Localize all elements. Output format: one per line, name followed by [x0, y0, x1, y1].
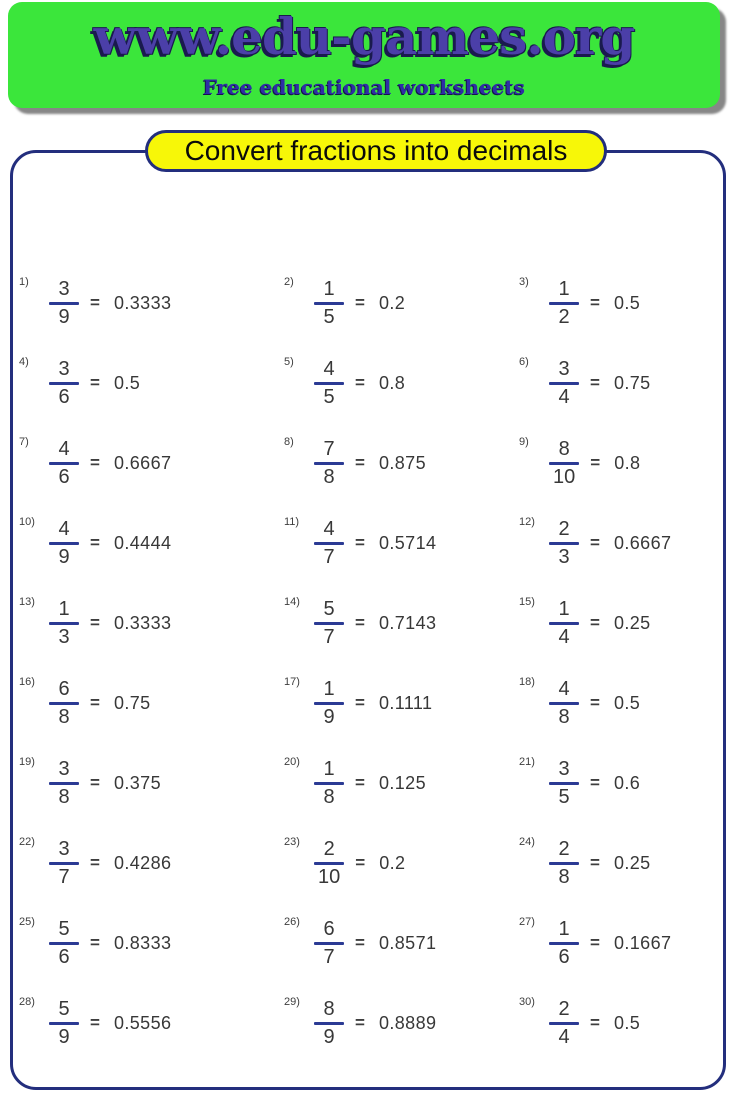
fraction-bar — [49, 1022, 79, 1025]
fraction-numerator: 4 — [323, 357, 335, 380]
problem-number: 24) — [519, 836, 535, 848]
fraction-numerator: 7 — [323, 437, 335, 460]
decimal-answer: 0.875 — [378, 452, 426, 473]
decimal-answer: 0.25 — [613, 852, 651, 873]
fraction — [49, 358, 79, 409]
fraction-numerator: 2 — [323, 837, 335, 860]
equals-sign: = — [90, 1013, 100, 1032]
fraction-denominator: 9 — [58, 1025, 70, 1048]
problem-item — [278, 423, 513, 503]
problem-number: 25) — [19, 916, 35, 928]
fraction-denominator: 9 — [58, 305, 70, 328]
fraction-bar — [314, 302, 344, 305]
problem-item — [278, 503, 513, 583]
fraction-denominator: 2 — [558, 305, 570, 328]
equals-sign: = — [590, 533, 600, 552]
fraction-bar — [549, 782, 579, 785]
problem-item — [278, 583, 513, 663]
problem-number: 11) — [284, 516, 300, 528]
fraction-bar — [549, 542, 579, 545]
problem-number: 16) — [19, 676, 35, 688]
fraction-denominator: 8 — [323, 785, 335, 808]
fraction — [549, 838, 579, 889]
problem-number: 23) — [284, 836, 300, 848]
decimal-answer: 0.3333 — [113, 612, 172, 633]
worksheet-title-banner — [145, 130, 607, 172]
fraction-bar — [49, 782, 79, 785]
fraction-denominator: 5 — [558, 785, 570, 808]
equals-sign: = — [90, 533, 100, 552]
fraction-bar — [314, 462, 344, 465]
problem-item — [513, 583, 723, 663]
problem-number: 30) — [519, 996, 535, 1008]
fraction-bar — [314, 862, 344, 865]
fraction-bar — [549, 302, 579, 305]
decimal-answer: 0.2 — [378, 292, 406, 313]
fraction-numerator: 5 — [58, 997, 70, 1020]
fraction-numerator: 8 — [323, 997, 335, 1020]
equals-sign: = — [590, 933, 600, 952]
decimal-answer: 0.5556 — [113, 1012, 172, 1033]
decimal-answer: 0.8 — [614, 452, 641, 473]
problem-number: 18) — [519, 676, 535, 688]
decimal-answer: 0.4286 — [113, 852, 172, 873]
equals-sign: = — [90, 613, 100, 632]
problem-item — [513, 263, 723, 343]
equals-sign: = — [590, 373, 600, 392]
problem-item — [278, 263, 513, 343]
fraction-bar — [314, 782, 344, 785]
fraction-numerator: 3 — [558, 357, 570, 380]
problem-number: 6) — [519, 356, 529, 368]
fraction-denominator: 9 — [323, 1025, 335, 1048]
fraction-bar — [49, 382, 79, 385]
problem-item — [513, 423, 723, 503]
fraction-denominator: 3 — [58, 625, 70, 648]
decimal-answer: 0.375 — [113, 772, 161, 793]
problem-item — [13, 903, 278, 983]
fraction-numerator: 1 — [323, 677, 335, 700]
fraction-bar — [549, 702, 579, 705]
decimal-answer: 0.5 — [113, 372, 141, 393]
problem-number: 19) — [19, 756, 35, 768]
fraction — [49, 918, 79, 969]
decimal-answer: 0.5 — [613, 292, 641, 313]
fraction — [49, 678, 79, 729]
decimal-answer: 0.3333 — [113, 292, 172, 313]
equals-sign: = — [355, 453, 365, 472]
equals-sign: = — [355, 373, 365, 392]
fraction — [314, 998, 344, 1049]
equals-sign: = — [590, 613, 600, 632]
fraction — [49, 598, 79, 649]
equals-sign: = — [355, 1013, 365, 1032]
fraction-numerator: 6 — [58, 677, 70, 700]
equals-sign: = — [355, 693, 365, 712]
fraction-denominator: 4 — [558, 1025, 570, 1048]
equals-sign: = — [355, 773, 365, 792]
site-header — [8, 2, 720, 108]
fraction-bar — [49, 862, 79, 865]
problem-number: 17) — [284, 676, 300, 688]
fraction-denominator: 9 — [58, 545, 70, 568]
problem-item — [13, 423, 278, 503]
equals-sign: = — [90, 453, 100, 472]
problem-number: 21) — [519, 756, 535, 768]
fraction-denominator: 3 — [558, 545, 570, 568]
equals-sign: = — [590, 293, 600, 312]
fraction-bar — [314, 542, 344, 545]
problem-item — [513, 983, 723, 1063]
decimal-answer: 0.25 — [613, 612, 651, 633]
equals-sign: = — [590, 453, 601, 472]
fraction-numerator: 1 — [558, 917, 570, 940]
fraction-denominator: 8 — [558, 865, 570, 888]
decimal-answer: 0.2 — [379, 852, 406, 873]
equals-sign: = — [90, 933, 100, 952]
problem-number: 22) — [19, 836, 35, 848]
fraction — [314, 358, 344, 409]
problem-item — [13, 503, 278, 583]
fraction-denominator: 10 — [553, 465, 576, 488]
fraction-denominator: 4 — [558, 385, 570, 408]
fraction-bar — [314, 382, 344, 385]
fraction-bar — [314, 622, 344, 625]
problem-item — [278, 903, 513, 983]
fraction — [314, 438, 344, 489]
problem-item — [278, 663, 513, 743]
fraction — [314, 838, 344, 889]
fraction-bar — [549, 622, 579, 625]
problem-number: 10) — [19, 516, 35, 528]
problem-item — [13, 823, 278, 903]
fraction — [314, 678, 344, 729]
fraction — [549, 758, 579, 809]
equals-sign: = — [590, 1013, 600, 1032]
equals-sign: = — [355, 533, 365, 552]
decimal-answer: 0.8 — [378, 372, 406, 393]
worksheet-body — [10, 150, 726, 1090]
decimal-answer: 0.7143 — [378, 612, 437, 633]
fraction-numerator: 4 — [558, 677, 570, 700]
problem-item — [13, 743, 278, 823]
fraction-numerator: 3 — [58, 757, 70, 780]
equals-sign: = — [90, 853, 100, 872]
problem-item — [13, 663, 278, 743]
fraction — [549, 438, 579, 489]
problem-item — [278, 983, 513, 1063]
problem-number: 3) — [519, 276, 529, 288]
fraction-denominator: 8 — [323, 465, 335, 488]
fraction-numerator: 4 — [323, 517, 335, 540]
fraction-numerator: 1 — [58, 597, 70, 620]
fraction — [314, 518, 344, 569]
decimal-answer: 0.5 — [613, 692, 641, 713]
fraction-denominator: 8 — [58, 785, 70, 808]
problem-item — [278, 743, 513, 823]
fraction-denominator: 9 — [323, 705, 335, 728]
site-title: www.edu-games.org — [93, 6, 635, 66]
equals-sign: = — [355, 613, 365, 632]
fraction-numerator: 3 — [58, 837, 70, 860]
fraction-denominator: 5 — [323, 305, 335, 328]
problem-number: 29) — [284, 996, 300, 1008]
fraction-numerator: 1 — [558, 597, 570, 620]
problem-item — [13, 983, 278, 1063]
fraction-denominator: 8 — [58, 705, 70, 728]
worksheet-title: Convert fractions into decimals — [184, 135, 568, 166]
problem-number: 9) — [519, 436, 529, 448]
fraction-denominator: 10 — [318, 865, 341, 888]
equals-sign: = — [355, 853, 366, 872]
decimal-answer: 0.8571 — [378, 932, 437, 953]
fraction-bar — [49, 942, 79, 945]
fraction-bar — [49, 622, 79, 625]
decimal-answer: 0.75 — [113, 692, 151, 713]
fraction-numerator: 3 — [58, 357, 70, 380]
fraction-denominator: 6 — [58, 465, 70, 488]
decimal-answer: 0.1667 — [613, 932, 672, 953]
problem-number: 12) — [519, 516, 535, 528]
fraction-numerator: 5 — [58, 917, 70, 940]
fraction — [549, 998, 579, 1049]
problem-item — [513, 503, 723, 583]
decimal-answer: 0.125 — [378, 772, 426, 793]
problem-item — [513, 663, 723, 743]
decimal-answer: 0.8889 — [378, 1012, 437, 1033]
fraction-bar — [49, 702, 79, 705]
fraction-numerator: 2 — [558, 997, 570, 1020]
fraction-bar — [49, 542, 79, 545]
fraction — [549, 678, 579, 729]
fraction-numerator: 3 — [558, 757, 570, 780]
site-tagline: Free educational worksheets — [202, 74, 526, 99]
equals-sign: = — [590, 773, 600, 792]
fraction — [314, 918, 344, 969]
fraction-bar — [314, 1022, 344, 1025]
problem-number: 13) — [19, 596, 35, 608]
problem-item — [513, 743, 723, 823]
fraction — [549, 358, 579, 409]
fraction-numerator: 6 — [323, 917, 335, 940]
decimal-answer: 0.6 — [613, 772, 641, 793]
problem-number: 5) — [284, 356, 294, 368]
fraction — [49, 518, 79, 569]
problem-number: 2) — [284, 276, 294, 288]
decimal-answer: 0.8333 — [113, 932, 172, 953]
problem-number: 8) — [284, 436, 294, 448]
fraction — [49, 838, 79, 889]
fraction-denominator: 5 — [323, 385, 335, 408]
problem-number: 20) — [284, 756, 300, 768]
fraction — [549, 278, 579, 329]
fraction-denominator: 7 — [323, 545, 335, 568]
fraction — [49, 758, 79, 809]
fraction-numerator: 1 — [323, 277, 335, 300]
problem-item — [513, 343, 723, 423]
fraction-denominator: 7 — [323, 945, 335, 968]
fraction — [314, 278, 344, 329]
equals-sign: = — [355, 293, 365, 312]
fraction-bar — [49, 462, 79, 465]
decimal-answer: 0.5 — [613, 1012, 641, 1033]
fraction-numerator: 8 — [558, 437, 570, 460]
problem-number: 7) — [19, 436, 29, 448]
problem-item — [513, 903, 723, 983]
fraction — [314, 598, 344, 649]
problem-item — [278, 343, 513, 423]
fraction-numerator: 5 — [323, 597, 335, 620]
fraction — [314, 758, 344, 809]
decimal-answer: 0.6667 — [113, 452, 172, 473]
problem-number: 27) — [519, 916, 535, 928]
fraction — [549, 918, 579, 969]
fraction-denominator: 7 — [323, 625, 335, 648]
equals-sign: = — [90, 773, 100, 792]
decimal-answer: 0.4444 — [113, 532, 172, 553]
fraction-denominator: 4 — [558, 625, 570, 648]
fraction-bar — [314, 942, 344, 945]
equals-sign: = — [90, 293, 100, 312]
equals-sign: = — [590, 693, 600, 712]
problems-grid — [13, 263, 723, 1063]
fraction-numerator: 3 — [58, 277, 70, 300]
equals-sign: = — [90, 693, 100, 712]
problem-item — [278, 823, 513, 903]
decimal-answer: 0.5714 — [378, 532, 437, 553]
decimal-answer: 0.75 — [613, 372, 651, 393]
fraction-denominator: 8 — [558, 705, 570, 728]
fraction-bar — [49, 302, 79, 305]
problem-item — [13, 263, 278, 343]
fraction-bar — [549, 462, 579, 465]
problem-item — [13, 343, 278, 423]
fraction-bar — [549, 942, 579, 945]
equals-sign: = — [90, 373, 100, 392]
fraction-numerator: 1 — [323, 757, 335, 780]
fraction-bar — [549, 862, 579, 865]
fraction-bar — [314, 702, 344, 705]
fraction — [49, 438, 79, 489]
fraction-denominator: 6 — [58, 385, 70, 408]
problem-number: 26) — [284, 916, 300, 928]
fraction-numerator: 1 — [558, 277, 570, 300]
problem-number: 1) — [19, 276, 29, 288]
equals-sign: = — [355, 933, 365, 952]
problem-number: 4) — [19, 356, 29, 368]
fraction-bar — [549, 382, 579, 385]
fraction-bar — [549, 1022, 579, 1025]
fraction — [549, 518, 579, 569]
fraction — [49, 278, 79, 329]
fraction-numerator: 4 — [58, 437, 70, 460]
fraction-denominator: 6 — [558, 945, 570, 968]
fraction — [549, 598, 579, 649]
fraction-denominator: 7 — [58, 865, 70, 888]
problem-number: 15) — [519, 596, 535, 608]
problem-number: 14) — [284, 596, 300, 608]
decimal-answer: 0.1111 — [378, 692, 433, 713]
equals-sign: = — [590, 853, 600, 872]
fraction-denominator: 6 — [58, 945, 70, 968]
decimal-answer: 0.6667 — [613, 532, 672, 553]
fraction — [49, 998, 79, 1049]
fraction-numerator: 2 — [558, 517, 570, 540]
fraction-numerator: 2 — [558, 837, 570, 860]
problem-item — [513, 823, 723, 903]
fraction-numerator: 4 — [58, 517, 70, 540]
problem-item — [13, 583, 278, 663]
problem-number: 28) — [19, 996, 35, 1008]
